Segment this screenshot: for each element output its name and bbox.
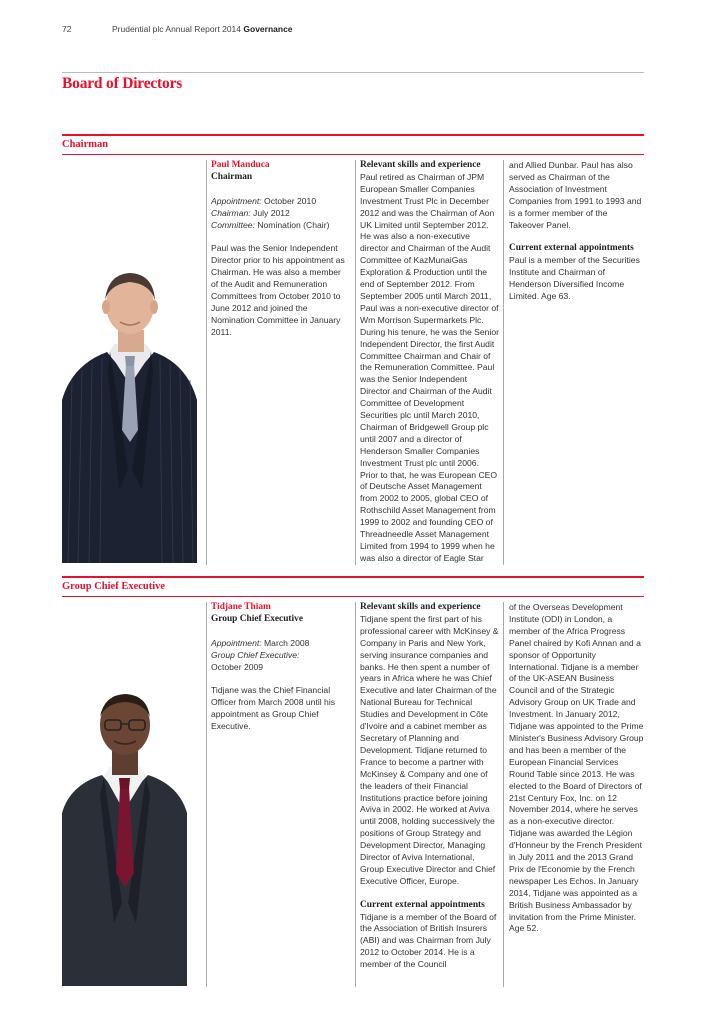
ceo-skills-column (360, 602, 499, 971)
page-number: 72 (62, 24, 72, 34)
chairman-skills-text: Paul retired as Chairman of JPM European Smaller Companies Investment Trust Plc in December 2012 and was the Chairman of Aon UK Limited until September 2012. He was also a non-executive director and Chairman of the Audit Committee of KazMunaiGas Exploration & Production until the end of September 2012. From September 2005 until March 2011, Paul was a non-executive director of Wm Morrison Supermarkets Plc. During his tenure, he was the Senior Independent Director, the first Audit Committee Chairman and Chair of the Remuneration Committee. Paul was the Senior Independent Director and Chairman of the Audit Committee of Development Securities plc until March 2010, Chairman of Bridgewell Group plc until 2007 and a director of Henderson Smaller Companies Investment Trust plc until 2006. Prior to that, he was European CEO of Deutsche Asset Management from 2002 to 2005, global CEO of Rothschild Asset Management from 1999 to 2002 and founding CEO of Threadneedle Asset Management Limited from 1994 to 1999 when he was also a director of Eagle Star (360, 171, 500, 563)
ceo-profile-column (211, 602, 349, 733)
section-name: Governance (243, 24, 293, 34)
chairman-name: Paul Manduca (211, 160, 270, 170)
ceo-appointments-column (509, 602, 644, 935)
page-title: Board of Directors (62, 75, 183, 92)
chairman-section-title: Chairman (62, 139, 109, 150)
ceo-current-text: Tidjane is a member of the Board of the Association of British Insurers (ABI) and was Chairman from July 2012 to October 2014. He is a member of the Council (360, 911, 497, 970)
chairman-skills-continued: and Allied Dunbar. Paul has also served as Chairman of the Association of Investment Companies from 1991 to 1993 and is a former member of the Takeover Panel. (509, 160, 642, 230)
ceo-portrait-illustration (62, 683, 187, 986)
chairman-profile-column (211, 160, 349, 339)
chairman-section-underline (62, 154, 644, 155)
chairman-column-divider-3 (503, 160, 504, 565)
publication-name: Prudential plc Annual Report 2014 (112, 24, 242, 34)
ceo-role: Group Chief Executive (211, 613, 304, 624)
chairman-skills-column (360, 160, 499, 565)
ceo-appointment: Appointment: March 2008 (211, 637, 310, 648)
ceo-column-divider-1 (206, 602, 207, 987)
ceo-name: Tidjane Thiam (211, 602, 271, 612)
ceo-column-divider-2 (355, 602, 356, 987)
ceo-portrait (62, 683, 187, 986)
chairman-appointments-column (509, 160, 644, 303)
chairman-current-heading: Current external appointments (509, 243, 634, 254)
ceo-current-heading: Current external appointments (360, 899, 485, 910)
chairman-skills-heading: Relevant skills and experience (360, 160, 481, 170)
ceo-intro: Tidjane was the Chief Financial Officer from March 2008 until his appointment as Group Chief Executive. (211, 685, 336, 732)
ceo-gce-date: October 2009 (211, 661, 264, 672)
chairman-committee: Committee: Nomination (Chair) (211, 219, 330, 230)
ceo-section-title: Group Chief Executive (62, 581, 166, 592)
ceo-skills-heading: Relevant skills and experience (360, 602, 481, 612)
ceo-column-divider-3 (503, 602, 504, 987)
ceo-section-rule (62, 576, 644, 578)
chairman-column-divider-2 (355, 160, 356, 565)
chairman-portrait (62, 260, 197, 563)
chairman-section-rule (62, 134, 644, 136)
chairman-column-divider-1 (206, 160, 207, 565)
chairman-intro: Paul was the Senior Independent Director prior to his appointment as Chairman. He was also a member of the Audit and Remuneration Committees from October 2010 to June 2012 and joined the Nomination Committee in January 2011. (211, 243, 345, 337)
chairman-role: Chairman (211, 171, 253, 182)
chairman-current-text: Paul is a member of the Securities Institute and Chairman of Henderson Diversified Income Limited. Age 63. (509, 255, 640, 301)
chairman-chairman-date: Chairman: July 2012 (211, 207, 290, 218)
header-rule (62, 72, 644, 73)
ceo-current-continued: of the Overseas Development Institute (ODI) in London, a member of the Africa Progress Panel chaired by Kofi Annan and a sponsor of Opportunity International. Tidjane is a member of the UK-ASEAN Business Council and of the Strategic Advisory Group on UK Trade and Investment. In January 2012, Tidjane was appointed to the Prime Minister's Business Advisory Group and has been a member of the European Financial Services Round Table since 2013. He was elected to the Board of Directors of 21st Century Fox, Inc. on 12 November 2014, where he serves as a non-executive director. Tidjane was awarded the Légion d'Honneur by the French President in July 2011 and the 2013 Grand Prix de l'Economie by the French newspaper Les Echos. In January 2014, Tidjane was appointed as a British Business Ambassador by invitation from the Prime Minister. Age 52. (509, 602, 644, 934)
ceo-section-underline (62, 596, 644, 597)
chairman-appointment: Appointment: October 2010 (211, 195, 317, 206)
ceo-gce-label: Group Chief Executive: (211, 649, 300, 660)
running-header (112, 24, 293, 34)
chairman-portrait-illustration (62, 260, 197, 563)
ceo-skills-text: Tidjane spent the first part of his professional career with McKinsey & Company in Paris and New York, serving insurance companies and banks. He then spent a number of years in Africa where he was Chief Executive and later Chairman of the National Bureau for Technical Studies and Development in Côte d'Ivoire and a cabinet member as Secretary of Planning and Development. Tidjane returned to France to become a partner with McKinsey & Company and one of the leaders of their Financial Institutions practice before joining Aviva in 2002. He worked at Aviva until 2008, holding successively the positions of Group Strategy and Development Director, Managing Director of Aviva International, Group Executive Director and Chief Executive Officer, Europe. (360, 613, 499, 886)
